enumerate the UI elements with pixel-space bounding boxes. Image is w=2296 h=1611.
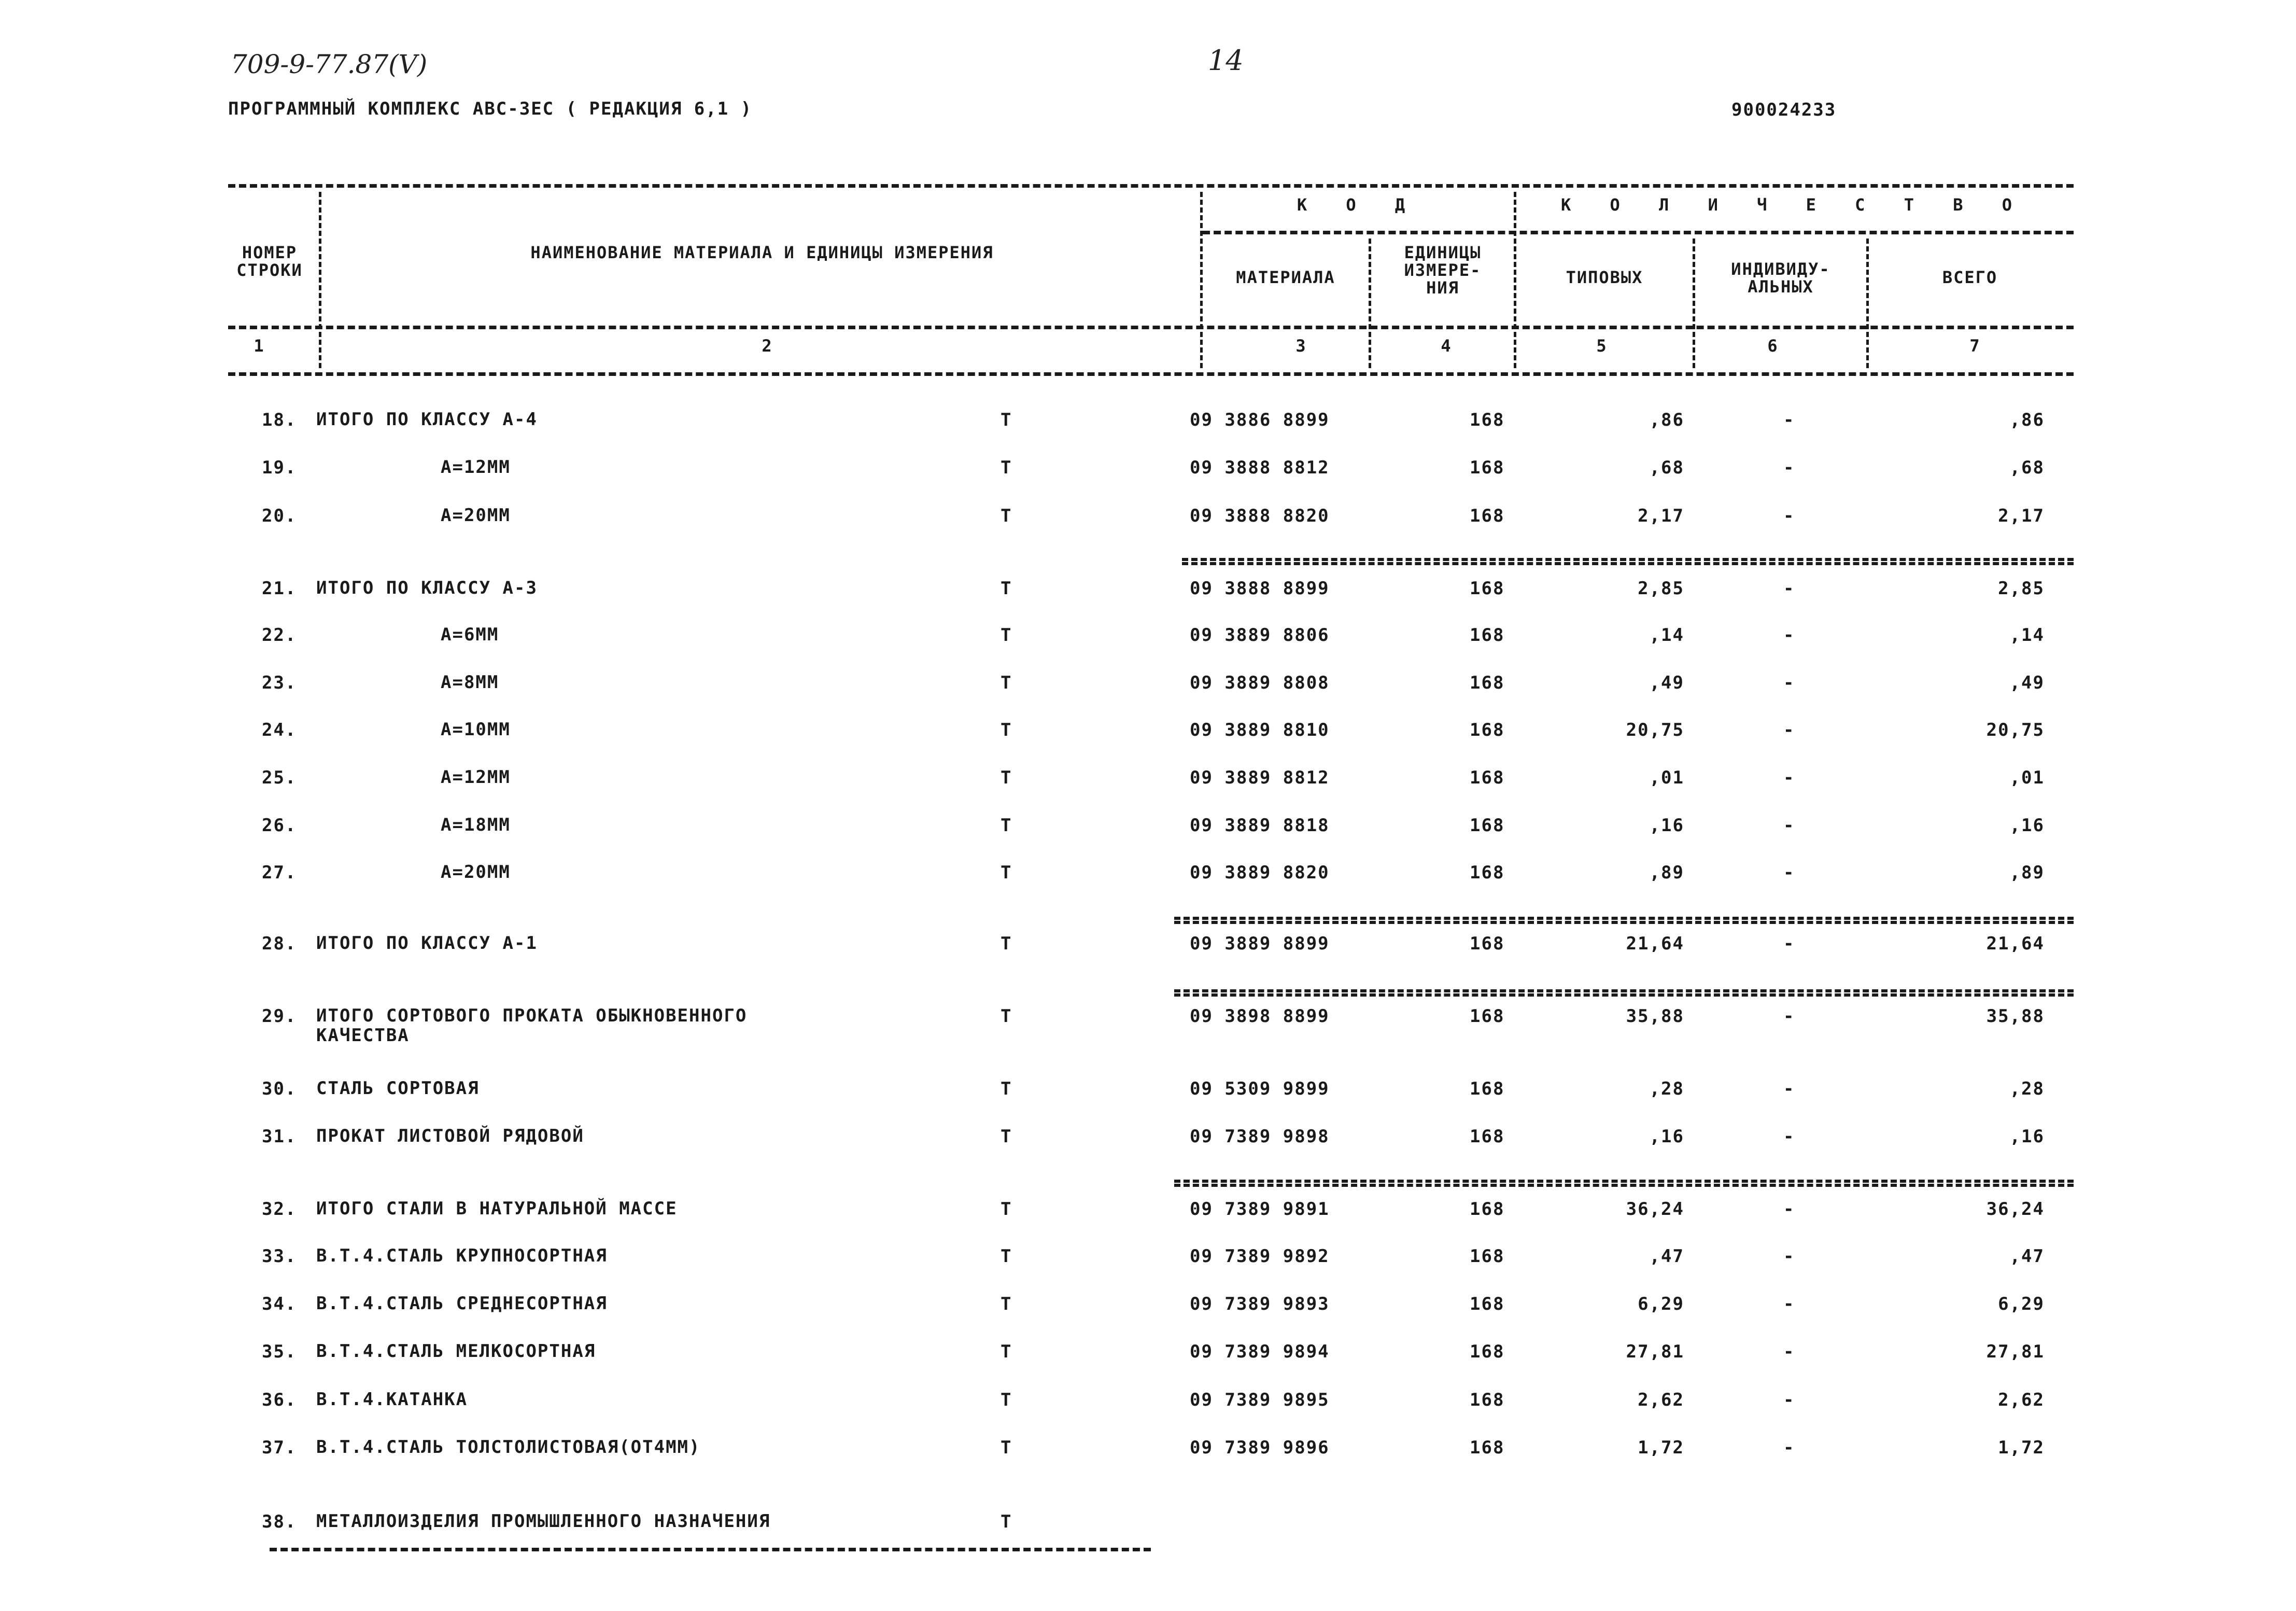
table-row — [0, 862, 2296, 893]
qty-typical: 36,24 — [1626, 1199, 1684, 1220]
header-divider-4 — [1514, 192, 1516, 368]
unit-code: 168 — [1470, 673, 1505, 693]
unit-code: 168 — [1470, 1294, 1505, 1314]
header-top-rule — [228, 184, 2074, 188]
row-number: 19. — [262, 457, 297, 478]
material-code: 09 7389 9892 — [1190, 1246, 1330, 1267]
column-number-6: 6 — [1767, 336, 1779, 356]
material-name: А=20ММ — [441, 862, 511, 882]
header-qty-total: ВСЕГО — [1942, 268, 1998, 287]
table-row — [0, 625, 2296, 656]
table-end-rule — [270, 1548, 1151, 1551]
unit-code: 168 — [1470, 578, 1505, 599]
header-bottom-rule — [228, 372, 2074, 376]
table-row — [0, 1006, 2296, 1058]
qty-total: 36,24 — [1986, 1199, 2045, 1220]
qty-total: ,68 — [2009, 457, 2045, 478]
subtotal-rule-1 — [1182, 558, 2074, 565]
table-row — [0, 1126, 2296, 1157]
material-code: 09 3889 8812 — [1190, 767, 1330, 788]
unit: Т — [1001, 933, 1012, 954]
material-name: В.Т.4.СТАЛЬ МЕЛКОСОРТНАЯ — [316, 1341, 596, 1362]
qty-individual: - — [1783, 767, 1795, 788]
qty-typical: 1,72 — [1638, 1437, 1684, 1458]
row-number: 32. — [262, 1199, 297, 1220]
qty-typical: 2,85 — [1638, 578, 1684, 599]
table-row — [0, 1246, 2296, 1277]
material-name: А=12ММ — [441, 767, 511, 788]
material-name: В.Т.4.СТАЛЬ ТОЛСТОЛИСТОВАЯ(ОТ4ММ) — [316, 1437, 701, 1458]
unit-code: 168 — [1470, 1199, 1505, 1220]
qty-total: ,16 — [2009, 815, 2045, 836]
row-number: 30. — [262, 1078, 297, 1099]
qty-individual: - — [1783, 1006, 1795, 1027]
table-row — [0, 1199, 2296, 1230]
qty-individual: - — [1783, 862, 1795, 883]
header-divider-5 — [1693, 239, 1695, 368]
row-number: 36. — [262, 1390, 297, 1410]
qty-typical: ,16 — [1649, 815, 1684, 836]
material-code: 09 3888 8820 — [1190, 506, 1330, 526]
column-number-4: 4 — [1441, 336, 1452, 356]
header-qty-typical: ТИПОВЫХ — [1566, 268, 1643, 287]
table-row — [0, 720, 2296, 751]
qty-total: ,16 — [2009, 1126, 2045, 1147]
qty-total: ,01 — [2009, 767, 2045, 788]
material-name: ИТОГО ПО КЛАССУ А-1 — [316, 933, 538, 954]
unit: Т — [1001, 1294, 1012, 1314]
material-code: 09 3889 8899 — [1190, 933, 1330, 954]
table-row — [0, 767, 2296, 799]
qty-total: 6,29 — [1998, 1294, 2045, 1314]
subtotal-rule-2 — [1174, 917, 2074, 924]
unit-code: 168 — [1470, 410, 1505, 430]
unit: Т — [1001, 1199, 1012, 1220]
qty-typical: ,14 — [1649, 625, 1684, 646]
qty-typical: ,89 — [1649, 862, 1684, 883]
row-number: 20. — [262, 506, 297, 526]
unit: Т — [1001, 457, 1012, 478]
material-name: ИТОГО СТАЛИ В НАТУРАЛЬНОЙ МАССЕ — [316, 1198, 678, 1219]
row-number: 26. — [262, 815, 297, 836]
material-code: 09 3888 8899 — [1190, 578, 1330, 599]
qty-total: 35,88 — [1986, 1006, 2045, 1027]
qty-total: ,14 — [2009, 625, 2045, 646]
qty-typical: 27,81 — [1626, 1341, 1684, 1362]
unit: Т — [1001, 578, 1012, 599]
material-name: ИТОГО СОРТОВОГО ПРОКАТА ОБЫКНОВЕННОГО КАЧЕСТВА — [316, 1005, 748, 1046]
row-number: 34. — [262, 1294, 297, 1314]
qty-typical: ,49 — [1649, 673, 1684, 693]
qty-individual: - — [1783, 1294, 1795, 1314]
qty-total: 21,64 — [1986, 933, 2045, 954]
material-code: 09 3889 8820 — [1190, 862, 1330, 883]
unit: Т — [1001, 1341, 1012, 1362]
unit: Т — [1001, 1006, 1012, 1027]
unit: Т — [1001, 506, 1012, 526]
table-row — [0, 1390, 2296, 1421]
qty-total: 1,72 — [1998, 1437, 2045, 1458]
material-code: 09 7389 9895 — [1190, 1390, 1330, 1410]
material-code: 09 7389 9893 — [1190, 1294, 1330, 1314]
qty-total: ,89 — [2009, 862, 2045, 883]
material-name: МЕТАЛЛОИЗДЕЛИЯ ПРОМЫШЛЕННОГО НАЗНАЧЕНИЯ — [316, 1511, 771, 1532]
column-number-2: 2 — [762, 336, 773, 356]
table-row — [0, 1511, 2296, 1543]
qty-individual: - — [1783, 1078, 1795, 1099]
header-code-unit: ЕДИНИЦЫ ИЗМЕРЕ- НИЯ — [1404, 243, 1482, 298]
qty-total: 2,17 — [1998, 506, 2045, 526]
material-code: 09 7389 9898 — [1190, 1126, 1330, 1147]
qty-typical: 2,62 — [1638, 1390, 1684, 1410]
unit-code: 168 — [1470, 862, 1505, 883]
qty-total: 2,85 — [1998, 578, 2045, 599]
qty-total: ,86 — [2009, 410, 2045, 430]
column-number-3: 3 — [1295, 336, 1307, 356]
row-number: 25. — [262, 767, 297, 788]
unit: Т — [1001, 1390, 1012, 1410]
qty-individual: - — [1783, 933, 1795, 954]
material-name: В.Т.4.КАТАНКА — [316, 1389, 468, 1410]
material-name: А=18ММ — [441, 815, 511, 835]
qty-individual: - — [1783, 1246, 1795, 1267]
qty-typical: ,68 — [1649, 457, 1684, 478]
unit-code: 168 — [1470, 1437, 1505, 1458]
unit-code: 168 — [1470, 1390, 1505, 1410]
row-number: 24. — [262, 720, 297, 740]
qty-total: 2,62 — [1998, 1390, 2045, 1410]
qty-typical: ,28 — [1649, 1078, 1684, 1099]
qty-individual: - — [1783, 1341, 1795, 1362]
material-name: А=12ММ — [441, 457, 511, 478]
material-name: А=20ММ — [441, 505, 511, 526]
unit-code: 168 — [1470, 1341, 1505, 1362]
qty-individual: - — [1783, 1437, 1795, 1458]
header-code-material: МАТЕРИАЛА — [1236, 268, 1335, 287]
material-name: А=8ММ — [441, 672, 499, 693]
qty-individual: - — [1783, 1126, 1795, 1147]
row-number: 22. — [262, 625, 297, 646]
qty-total: ,49 — [2009, 673, 2045, 693]
material-code: 09 5309 9899 — [1190, 1078, 1330, 1099]
subtotal-rule-3 — [1174, 989, 2074, 997]
material-code: 09 3889 8806 — [1190, 625, 1330, 646]
material-code: 09 3898 8899 — [1190, 1006, 1330, 1027]
header-quantity-group: К О Л И Ч Е С Т В О — [1560, 195, 2027, 215]
header-divider-6 — [1866, 239, 1869, 368]
unit: Т — [1001, 1437, 1012, 1458]
header-group-rule — [1203, 231, 2074, 234]
table-row — [0, 933, 2296, 964]
qty-typical: ,47 — [1649, 1246, 1684, 1267]
program-title: ПРОГРАММНЫЙ КОМПЛЕКС АВС-3ЕС ( РЕДАКЦИЯ 6,1 ) — [228, 99, 753, 119]
table-row — [0, 673, 2296, 704]
table-row — [0, 506, 2296, 537]
qty-individual: - — [1783, 673, 1795, 693]
table-row — [0, 815, 2296, 846]
header-divider-2 — [1200, 192, 1203, 368]
qty-individual: - — [1783, 506, 1795, 526]
table-row — [0, 1294, 2296, 1325]
material-code: 09 7389 9896 — [1190, 1437, 1330, 1458]
unit: Т — [1001, 625, 1012, 646]
qty-typical: 2,17 — [1638, 506, 1684, 526]
unit: Т — [1001, 862, 1012, 883]
unit: Т — [1001, 410, 1012, 430]
unit: Т — [1001, 1078, 1012, 1099]
table-row — [0, 1078, 2296, 1110]
material-code: 09 3889 8818 — [1190, 815, 1330, 836]
header-divider-1 — [319, 192, 321, 368]
qty-individual: - — [1783, 410, 1795, 430]
qty-individual: - — [1783, 625, 1795, 646]
qty-typical: ,16 — [1649, 1126, 1684, 1147]
unit: Т — [1001, 673, 1012, 693]
material-code: 09 7389 9894 — [1190, 1341, 1330, 1362]
material-code: 09 3888 8812 — [1190, 457, 1330, 478]
qty-total: ,28 — [2009, 1078, 2045, 1099]
qty-individual: - — [1783, 1390, 1795, 1410]
document-code: 709-9-77.87(V) — [231, 49, 428, 79]
column-number-1: 1 — [253, 336, 265, 356]
table-row — [0, 578, 2296, 609]
unit: Т — [1001, 1511, 1012, 1532]
unit: Т — [1001, 767, 1012, 788]
row-number: 18. — [262, 410, 297, 430]
material-code: 09 3889 8808 — [1190, 673, 1330, 693]
row-number: 21. — [262, 578, 297, 599]
header-row-number: НОМЕР СТРОКИ — [236, 243, 303, 280]
row-number: 23. — [262, 673, 297, 693]
row-number: 27. — [262, 862, 297, 883]
header-code-group: К О Д — [1297, 195, 1420, 215]
column-number-7: 7 — [1969, 336, 1981, 356]
qty-typical: ,86 — [1649, 410, 1684, 430]
unit: Т — [1001, 815, 1012, 836]
table-row — [0, 1437, 2296, 1468]
material-name: ИТОГО ПО КЛАССУ А-3 — [316, 578, 538, 598]
unit-code: 168 — [1470, 1078, 1505, 1099]
qty-typical: ,01 — [1649, 767, 1684, 788]
unit: Т — [1001, 1246, 1012, 1267]
row-number: 35. — [262, 1341, 297, 1362]
qty-typical: 21,64 — [1626, 933, 1684, 954]
material-code: 09 7389 9891 — [1190, 1199, 1330, 1220]
qty-typical: 35,88 — [1626, 1006, 1684, 1027]
unit-code: 168 — [1470, 457, 1505, 478]
unit: Т — [1001, 720, 1012, 740]
qty-individual: - — [1783, 815, 1795, 836]
header-name: НАИМЕНОВАНИЕ МАТЕРИАЛА И ЕДИНИЦЫ ИЗМЕРЕНИЯ — [530, 243, 994, 262]
material-name: В.Т.4.СТАЛЬ СРЕДНЕСОРТНАЯ — [316, 1293, 608, 1314]
row-number: 29. — [262, 1006, 297, 1027]
header-divider-3 — [1369, 239, 1371, 368]
material-code: 09 3886 8899 — [1190, 410, 1330, 430]
row-number: 33. — [262, 1246, 297, 1267]
unit-code: 168 — [1470, 767, 1505, 788]
qty-individual: - — [1783, 457, 1795, 478]
qty-individual: - — [1783, 720, 1795, 740]
material-name: СТАЛЬ СОРТОВАЯ — [316, 1078, 480, 1099]
qty-total: ,47 — [2009, 1246, 2045, 1267]
qty-total: 27,81 — [1986, 1341, 2045, 1362]
row-number: 38. — [262, 1511, 297, 1532]
header-mid-rule — [228, 326, 2074, 329]
material-name: А=10ММ — [441, 719, 511, 740]
material-code: 09 3889 8810 — [1190, 720, 1330, 740]
unit-code: 168 — [1470, 506, 1505, 526]
unit-code: 168 — [1470, 1126, 1505, 1147]
material-name: В.Т.4.СТАЛЬ КРУПНОСОРТНАЯ — [316, 1245, 608, 1266]
qty-typical: 6,29 — [1638, 1294, 1684, 1314]
unit-code: 168 — [1470, 933, 1505, 954]
qty-typical: 20,75 — [1626, 720, 1684, 740]
unit-code: 168 — [1470, 815, 1505, 836]
material-name: ПРОКАТ ЛИСТОВОЙ РЯДОВОЙ — [316, 1126, 584, 1146]
unit-code: 168 — [1470, 625, 1505, 646]
table-row — [0, 1341, 2296, 1372]
page-number: 14 — [1208, 44, 1244, 77]
qty-individual: - — [1783, 578, 1795, 599]
row-number: 28. — [262, 933, 297, 954]
material-name: ИТОГО ПО КЛАССУ А-4 — [316, 409, 538, 430]
qty-individual: - — [1783, 1199, 1795, 1220]
table-row — [0, 410, 2296, 441]
subtotal-rule-4 — [1174, 1180, 2074, 1187]
unit-code: 168 — [1470, 1006, 1505, 1027]
unit: Т — [1001, 1126, 1012, 1147]
qty-total: 20,75 — [1986, 720, 2045, 740]
document-number: 900024233 — [1731, 100, 1837, 120]
header-qty-individual: ИНДИВИДУ- АЛЬНЫХ — [1731, 259, 1830, 297]
material-name: А=6ММ — [441, 624, 499, 645]
unit-code: 168 — [1470, 1246, 1505, 1267]
unit-code: 168 — [1470, 720, 1505, 740]
row-number: 31. — [262, 1126, 297, 1147]
table-row — [0, 457, 2296, 488]
row-number: 37. — [262, 1437, 297, 1458]
column-number-5: 5 — [1596, 336, 1608, 356]
